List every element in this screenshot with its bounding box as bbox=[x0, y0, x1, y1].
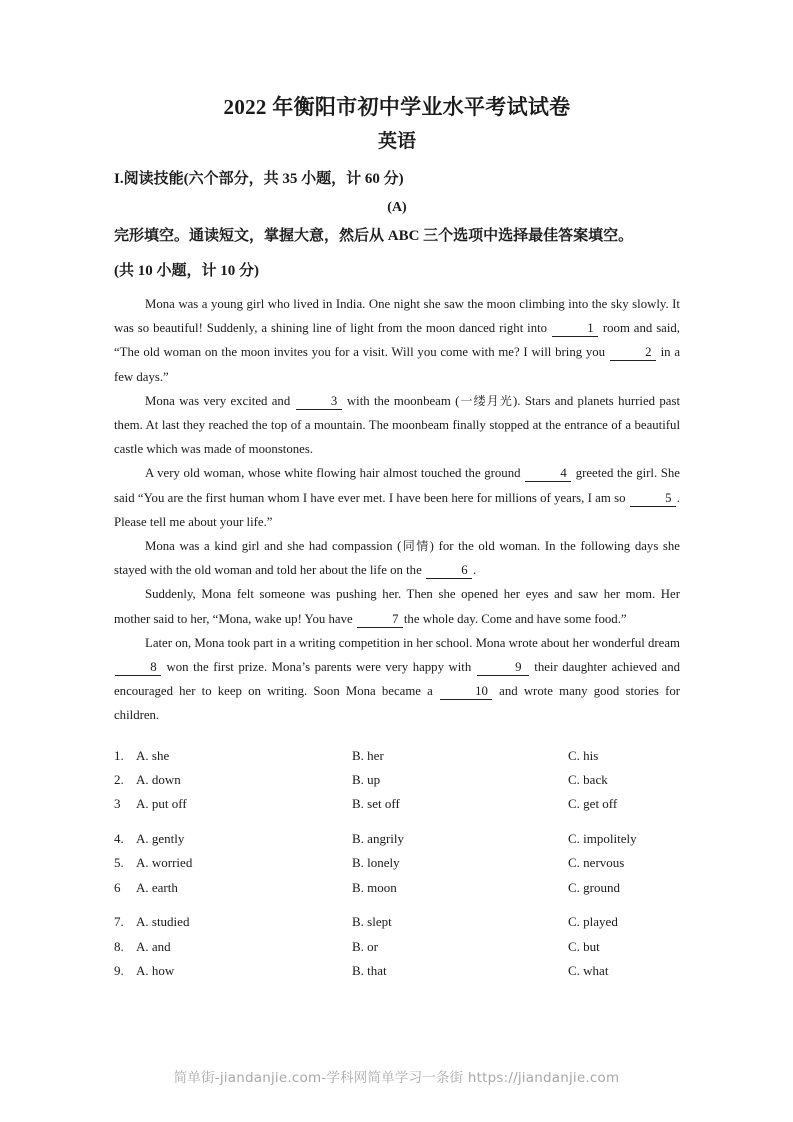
option-row bbox=[114, 935, 680, 959]
subject-title: 英语 bbox=[377, 131, 416, 152]
passage-text: room and said, “The old woman on the moon invites you for a visit. Will you come with me? I will bring you bbox=[114, 321, 681, 360]
instructions-line-2: (共 10 小题，计 10 分) bbox=[114, 263, 259, 279]
option-row bbox=[114, 851, 680, 875]
passage-text: . bbox=[472, 563, 477, 578]
passage-text: Later on, Mona took part in a writing competition in her school. Mona wrote about her wonderful dream bbox=[145, 635, 680, 650]
passage-text: ) for the old woman. In the following days she stayed with the old woman and told her about the life on the bbox=[114, 539, 680, 578]
option-choice-a[interactable]: A. how bbox=[136, 962, 175, 978]
option-choice-c[interactable]: C. but bbox=[568, 938, 600, 954]
passage-text: . Please tell me about your life.” bbox=[114, 490, 680, 529]
passage-paragraph-5 bbox=[114, 582, 680, 630]
option-choice-c[interactable]: C. get off bbox=[568, 796, 618, 812]
passage-text: Mona was very excited and bbox=[145, 393, 291, 408]
option-number: 3 bbox=[114, 796, 121, 812]
passage-text: their daughter achieved and encouraged her to keep on writing. Soon Mona became a bbox=[114, 660, 681, 699]
option-choice-b[interactable]: B. set off bbox=[352, 796, 400, 812]
footer-watermark: 简单街-jiandanjie.com-学科网简单学习一条街 https://jiandanjie.com bbox=[173, 1070, 620, 1086]
chinese-gloss: 同情 bbox=[401, 539, 430, 554]
cloze-blank-2[interactable]: 2 bbox=[610, 345, 656, 361]
passage-text: ). Stars and planets hurried past them. At last they reached the top of a mountain. The moonbeam finally stopped at the entrance of a beautiful castle which was made of moonstones. bbox=[114, 393, 681, 457]
option-row bbox=[114, 876, 680, 900]
option-row bbox=[114, 959, 680, 983]
passage-text: Suddenly, Mona felt someone was pushing her. Then she opened her eyes and saw her mom. Her mother said to her, “Mona, wake up! You have bbox=[114, 587, 680, 626]
option-choice-b[interactable]: B. or bbox=[352, 938, 378, 954]
option-choice-c[interactable]: C. ground bbox=[568, 879, 620, 895]
cloze-blank-8[interactable]: 8 bbox=[115, 660, 161, 676]
option-number: 5. bbox=[114, 855, 124, 871]
option-row bbox=[114, 792, 680, 816]
cloze-blank-9[interactable]: 9 bbox=[477, 660, 529, 676]
option-choice-c[interactable]: C. back bbox=[568, 772, 608, 788]
option-choice-a[interactable]: A. and bbox=[136, 938, 171, 954]
passage-paragraph-4 bbox=[114, 534, 680, 582]
passage-text: and wrote many good stories for children. bbox=[114, 684, 680, 723]
option-choice-c[interactable]: C. nervous bbox=[568, 855, 625, 871]
option-choice-b[interactable]: B. her bbox=[352, 747, 384, 763]
section-heading: I.阅读技能(六个部分，共 35 小题，计 60 分) bbox=[114, 171, 404, 187]
option-row bbox=[114, 827, 680, 851]
passage-text: Mona was a kind girl and she had compassion ( bbox=[145, 539, 402, 554]
option-number: 9. bbox=[114, 962, 124, 978]
option-row bbox=[114, 910, 680, 934]
cloze-blank-3[interactable]: 3 bbox=[296, 394, 342, 410]
option-choice-a[interactable]: A. worried bbox=[136, 855, 193, 871]
cloze-blank-5[interactable]: 5 bbox=[630, 491, 676, 507]
option-number: 2. bbox=[114, 772, 124, 788]
part-label: (A) bbox=[387, 200, 407, 215]
passage-text: greeted the girl. She said “You are the first human whom I have ever met. I have been here for millions of years, I am so bbox=[114, 466, 680, 505]
passage-text: in a few days.” bbox=[114, 345, 680, 384]
option-choice-b[interactable]: B. angrily bbox=[352, 830, 404, 846]
option-number: 1. bbox=[114, 747, 124, 763]
chinese-gloss: 一缕月光 bbox=[459, 393, 514, 408]
option-choice-a[interactable]: A. down bbox=[136, 772, 181, 788]
cloze-blank-7[interactable]: 7 bbox=[357, 612, 403, 628]
option-choice-a[interactable]: A. gently bbox=[136, 830, 185, 846]
cloze-blank-1[interactable]: 1 bbox=[552, 321, 598, 337]
cloze-passage bbox=[114, 292, 680, 728]
option-number: 8. bbox=[114, 938, 124, 954]
option-choice-b[interactable]: B. slept bbox=[352, 914, 392, 930]
option-number: 6 bbox=[114, 879, 121, 895]
option-number: 4. bbox=[114, 830, 124, 846]
option-choice-c[interactable]: C. played bbox=[568, 914, 618, 930]
page-content bbox=[114, 92, 680, 983]
passage-paragraph-2 bbox=[114, 389, 680, 462]
option-choice-c[interactable]: C. what bbox=[568, 962, 609, 978]
option-choice-b[interactable]: B. up bbox=[352, 772, 381, 788]
passage-text: A very old woman, whose white flowing hair almost touched the ground bbox=[145, 466, 521, 481]
instructions-line-1: 完形填空。通读短文，掌握大意，然后从 ABC 三个选项中选择最佳答案填空。 bbox=[114, 228, 634, 244]
answer-options-list bbox=[114, 744, 680, 984]
option-choice-b[interactable]: B. lonely bbox=[352, 855, 400, 871]
passage-text: Mona was a young girl who lived in India. One night she saw the moon climbing into the sky slowly. It was so beautiful! Suddenly, a shining line of light from the moon danced right into bbox=[114, 297, 680, 336]
cloze-blank-4[interactable]: 4 bbox=[525, 466, 571, 482]
option-choice-a[interactable]: A. she bbox=[136, 747, 170, 763]
option-choice-c[interactable]: C. impolitely bbox=[568, 830, 637, 846]
option-row bbox=[114, 768, 680, 792]
passage-paragraph-3 bbox=[114, 461, 680, 534]
option-choice-a[interactable]: A. studied bbox=[136, 914, 190, 930]
option-row bbox=[114, 744, 680, 768]
option-choice-b[interactable]: B. that bbox=[352, 962, 387, 978]
page-title: 2022 年衡阳市初中学业水平考试试卷 bbox=[223, 95, 571, 119]
option-choice-b[interactable]: B. moon bbox=[352, 879, 397, 895]
passage-paragraph-6 bbox=[114, 631, 680, 728]
option-choice-c[interactable]: C. his bbox=[568, 747, 599, 763]
cloze-blank-10[interactable]: 10 bbox=[440, 684, 492, 700]
passage-text: with the moonbeam ( bbox=[346, 393, 460, 408]
passage-text: the whole day. Come and have some food.” bbox=[403, 611, 627, 626]
passage-text: won the first prize. Mona’s parents were very happy with bbox=[166, 660, 472, 675]
passage-paragraph-1 bbox=[114, 292, 680, 389]
cloze-blank-6[interactable]: 6 bbox=[426, 563, 472, 579]
option-number: 7. bbox=[114, 914, 124, 930]
option-choice-a[interactable]: A. put off bbox=[136, 796, 187, 812]
option-choice-a[interactable]: A. earth bbox=[136, 879, 178, 895]
